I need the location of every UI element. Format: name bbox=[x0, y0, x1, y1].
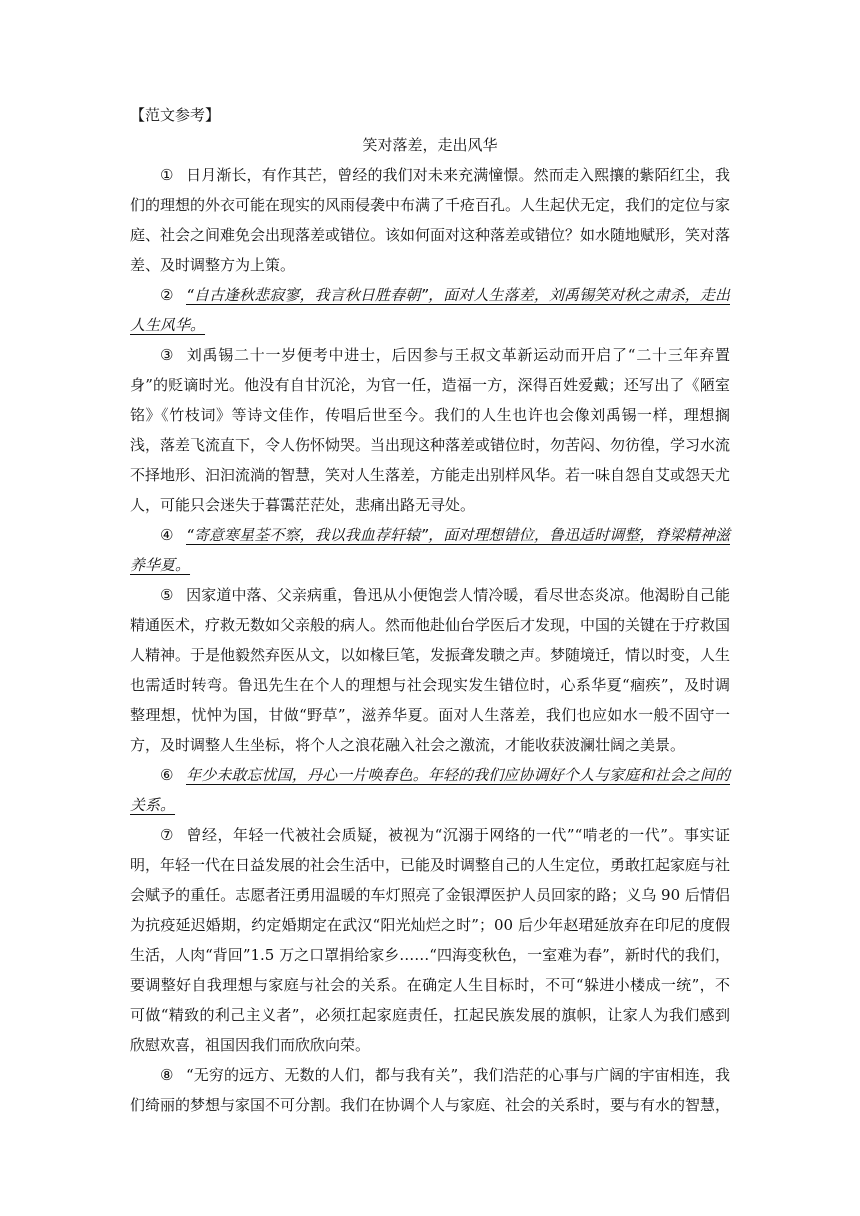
paragraph-8 bbox=[130, 1060, 730, 1120]
paragraph-6-topic-sentence bbox=[130, 760, 730, 820]
essay-title: 笑对落差，走出风华 bbox=[362, 136, 498, 154]
paragraph-text: 年少未敢忘忧国，丹心一片唤春色。年轻的我们应协调好个人与家庭和社会之间的关系。 bbox=[130, 766, 730, 814]
paragraph-3 bbox=[130, 340, 730, 520]
paragraph-text: 因家道中落、父亲病重，鲁迅从小便饱尝人情冷暖，看尽世态炎凉。他渴盼自己能精通医术，疗救无数如父亲般的病人。然而他赴仙台学医后才发现，中国的关键在于疗救国人精神。于是他毅然弃医从文，以如椽巨笔，发振聋发聩之声。梦随境迁，情以时变，人生也需适时转弯。鲁迅先生在个人的理想与社会现实发生错位时，心系华夏“痼疾”，及时调整理想，忧忡为国，甘做“野草”，滋养华夏。面对人生落差，我们也应如水一般不固守一方，及时调整人生坐标，将个人之浪花融入社会之激流，才能收获波澜壮阔之美景。 bbox=[130, 586, 731, 754]
paragraph-number: ⑧ bbox=[160, 1066, 174, 1084]
paragraph-number: ① bbox=[160, 166, 174, 184]
paragraph-text: “无穷的远方、无数的人们，都与我有关”，我们浩茫的心事与广阔的宇宙相连，我们绮丽的梦想与家国不可分割。我们在协调个人与家庭、社会的关系时，要与有水的智慧， bbox=[130, 1066, 731, 1114]
paragraph-number: ⑤ bbox=[160, 586, 174, 604]
paragraph-5 bbox=[130, 580, 730, 760]
paragraph-text: “寄意寒星荃不察，我以我血荐轩辕”，面对理想错位，鲁迅适时调整，脊梁精神滋养华夏。 bbox=[130, 526, 730, 574]
paragraph-text: 曾经，年轻一代被社会质疑，被视为“沉溺于网络的一代”“啃老的一代”。事实证明，年轻一代在日益发展的社会生活中，已能及时调整自己的人生定位，勇敢扛起家庭与社会赋予的重任。志愿者汪勇用温暖的车灯照亮了金银潭医护人员回家的路；义乌 90 后情侣为抗疫延迟婚期，约定婚期定在武汉“阳光灿烂之时”；00 后少年赵珺延放弃在印尼的度假生活，人肉“背回”1.5 万之口罩捐给家乡……“四海变秋色，一室难为春”，新时代的我们，要调整好自我理想与家庭与社会的关系。在确定人生目标时，不可“躲进小楼成一统”，不可做“精致的利己主义者”，必须扛起家庭责任，扛起民族发展的旗帜，让家人为我们感到欣慰欢喜，祖国因我们而欣欣向荣。 bbox=[130, 826, 731, 1054]
paragraph-text: 日月渐长，有作其芒，曾经的我们对未来充满憧憬。然而走入熙攘的紫陌红尘，我们的理想的外衣可能在现实的风雨侵袭中布满了千疮百孔。人生起伏无定，我们的定位与家庭、社会之间难免会出现落差或错位。该如何面对这种落差或错位？如水随地赋形，笑对落差、及时调整方为上策。 bbox=[130, 166, 731, 274]
paragraph-number: ③ bbox=[160, 346, 174, 364]
paragraph-text: “自古逢秋悲寂寥，我言秋日胜春朝”，面对人生落差，刘禹锡笑对秋之肃杀，走出人生风华。 bbox=[130, 286, 730, 334]
paragraph-1 bbox=[130, 160, 730, 280]
paragraph-number: ⑥ bbox=[160, 766, 174, 784]
paragraph-number: ⑦ bbox=[160, 826, 174, 844]
paragraph-7 bbox=[130, 820, 730, 1060]
paragraph-text: 刘禹锡二十一岁便考中进士，后因参与王叔文革新运动而开启了“二十三年弃置身”的贬谪时光。他没有自甘沉沦，为官一任，造福一方，深得百姓爱戴；还写出了《陋室铭》《竹枝词》等诗文佳作，传唱后世至今。我们的人生也许也会像刘禹锡一样，理想搁浅，落差飞流直下，令人伤怀恸哭。当出现这种落差或错位时，勿苦闷、勿彷徨，学习水流不择地形、汩汩流淌的智慧，笑对人生落差，方能走出别样风华。若一味自怨自艾或怨天尤人，可能只会迷失于暮霭茫茫处，悲痛出路无寻处。 bbox=[130, 346, 731, 514]
paragraph-4-topic-sentence bbox=[130, 520, 730, 580]
essay-body bbox=[130, 100, 730, 1120]
section-heading: 【范文参考】 bbox=[130, 106, 221, 124]
paragraph-number: ④ bbox=[160, 526, 174, 544]
paragraph-number: ② bbox=[160, 286, 174, 304]
paragraph-2-topic-sentence bbox=[130, 280, 730, 340]
